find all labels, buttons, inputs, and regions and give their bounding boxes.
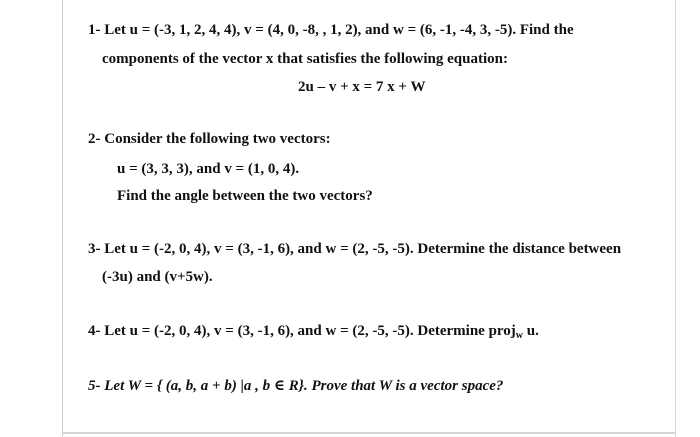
bottom-border-line [62, 432, 676, 434]
problem-1-equation: 2u – v + x = 7 x + W [298, 79, 426, 95]
problem-2-line-3: Find the angle between the two vectors? [117, 188, 373, 204]
problem-3-line-2: (-3u) and (v+5w). [102, 269, 213, 285]
problem-5-line: 5- Let W = { (a, b, a + b) |a , b ∈ R}. Prove that W is a vector space? [88, 378, 504, 394]
problem-2-line-1: 2- Consider the following two vectors: [88, 131, 331, 147]
problem-1-line-2: components of the vector x that satisfies the following equation: [102, 51, 508, 67]
problem-3-line-1: 3- Let u = (-2, 0, 4), v = (3, -1, 6), and w = (2, -5, -5). Determine the distance between [88, 241, 622, 257]
problem-1-line-1: 1- Let u = (-3, 1, 2, 4, 4), v = (4, 0, -8, , 1, 2), and w = (6, -1, -4, 3, -5). Find the [88, 22, 574, 38]
right-border-line [675, 0, 676, 437]
left-border-line [62, 0, 63, 437]
problem-2-line-2: u = (3, 3, 3), and v = (1, 0, 4). [117, 161, 300, 177]
projection-subscript: w [515, 330, 524, 341]
problem-4-tail: u. [523, 323, 539, 339]
problem-4-line [88, 322, 539, 345]
problem-4-text: 4- Let u = (-2, 0, 4), v = (3, -1, 6), and w = (2, -5, -5). Determine proj [88, 323, 516, 339]
